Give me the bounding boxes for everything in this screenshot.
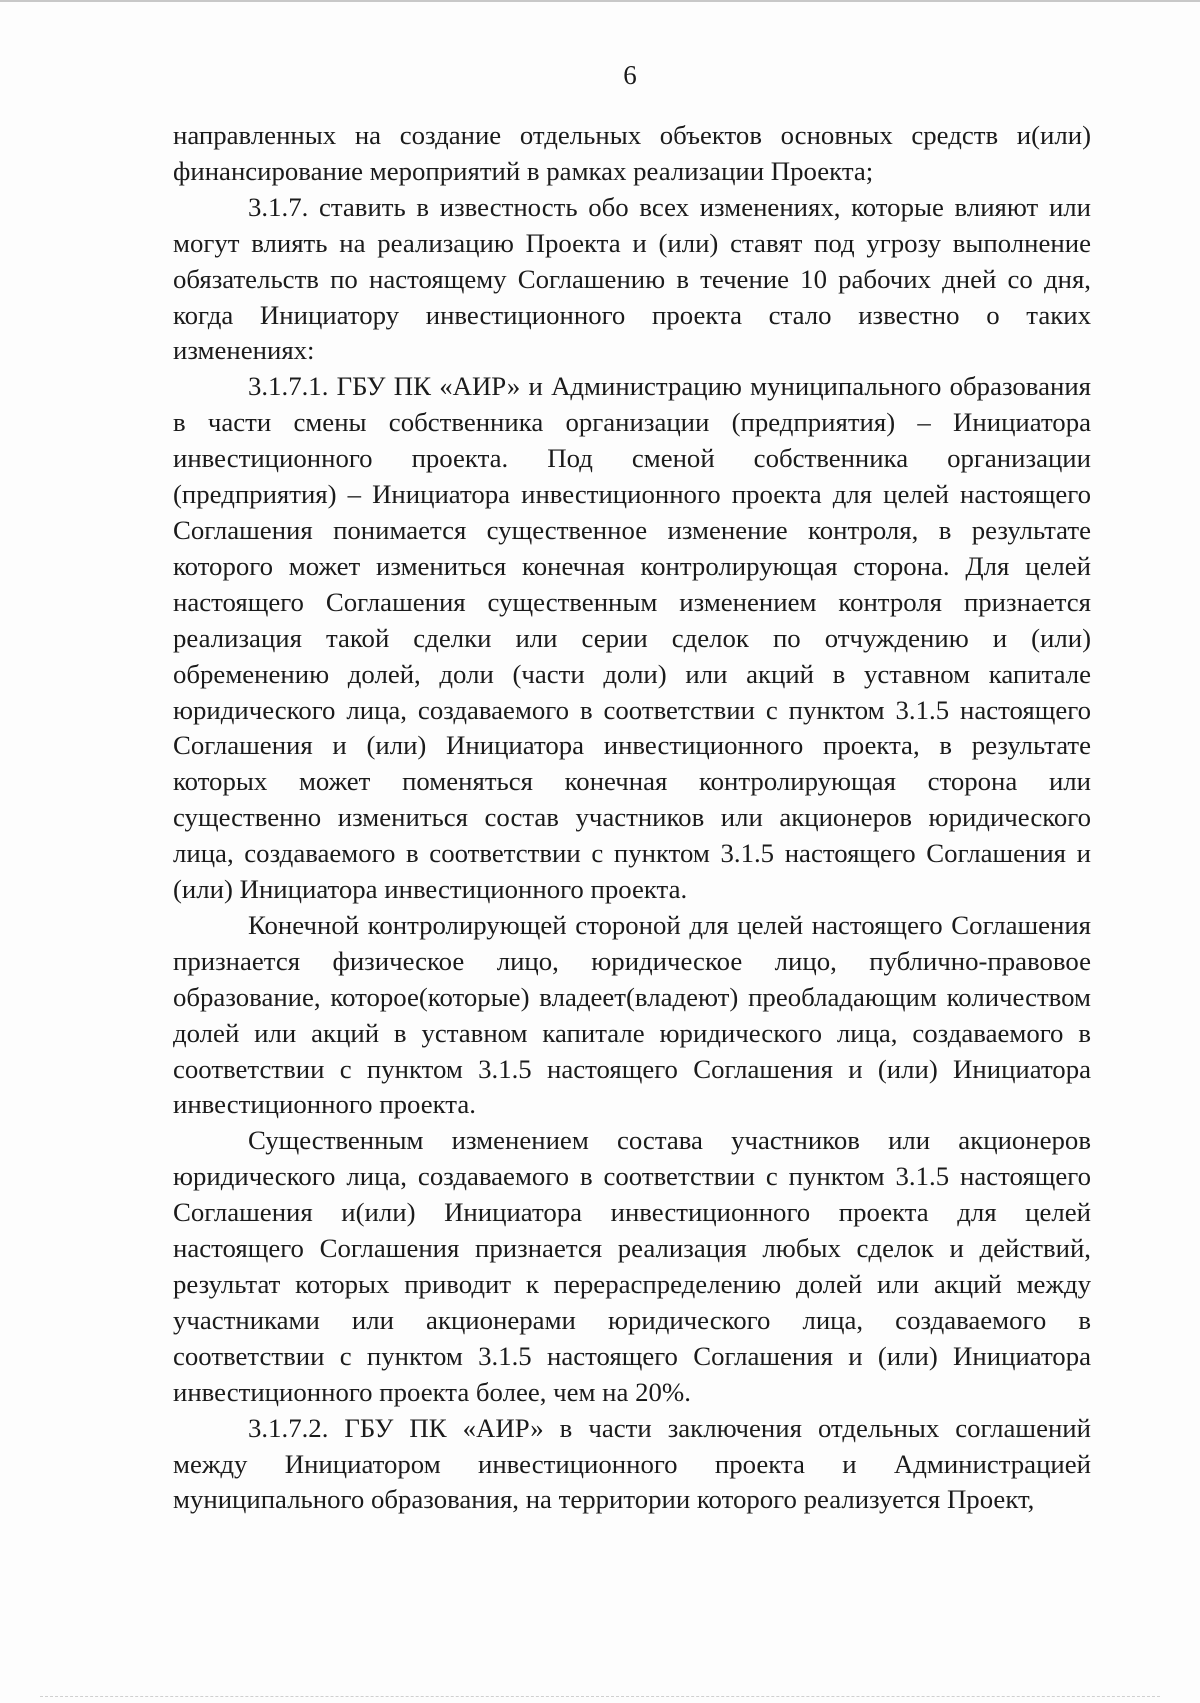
scan-edge-top xyxy=(0,0,1200,2)
page-number: 6 xyxy=(623,60,637,90)
paragraph-substantial-change: Существенным изменением состава участников или акционеров юридического лица, создаваемого в соответствии с пунктом 3.1.5 настоящего Соглашения и(или) Инициатора инвестиционного проекта для целей настоящего Соглашения признается реализация любых сделок и действий, результат которых приводит к перераспределению долей или акций между участниками или акционерами юридического лица, создаваемого в соответствии с пунктом 3.1.5 настоящего Соглашения и (или) Инициатора инвестиционного проекта более, чем на 20%. xyxy=(173,1125,1091,1407)
paragraph-continuation: направленных на создание отдельных объектов основных средств и(или) финансирование мероприятий в рамках реализации Проекта; xyxy=(173,120,1091,186)
document-body xyxy=(173,118,1091,1518)
paragraph-ultimate-controlling-party: Конечной контролирующей стороной для целей настоящего Соглашения признается физическое лицо, юридическое лицо, публично-правовое образование, которое(которые) владеет(владеют) преобладающим количеством долей или акций в уставном капитале юридического лица, создаваемого в соответствии с пунктом 3.1.5 настоящего Соглашения и (или) Инициатора инвестиционного проекта. xyxy=(173,909,1091,1120)
scan-edge-bottom xyxy=(40,1695,1160,1697)
paragraph-clause-3-1-7: 3.1.7. ставить в известность обо всех изменениях, которые влияют или могут влиять на реализацию Проекта и (или) ставят под угрозу выполнение обязательств по настоящему Соглашению в течение 10 рабочих дней со дня, когда Инициатору инвестиционного проекта стало известно о таких изменениях: xyxy=(173,191,1091,366)
paragraph-clause-3-1-7-2: 3.1.7.2. ГБУ ПК «АИР» в части заключения отдельных соглашений между Инициатором инвестиционного проекта и Администрацией муниципального образования, на территории которого реализуется Проект, xyxy=(173,1412,1091,1515)
paragraph-clause-3-1-7-1: 3.1.7.1. ГБУ ПК «АИР» и Администрацию муниципального образования в части смены собственника организации (предприятия) – Инициатора инвестиционного проекта. Под сменой собственника организации (предприятия) – Инициатора инвестиционного проекта для целей настоящего Соглашения понимается существенное изменение контроля, в результате которого может измениться конечная контролирующая сторона. Для целей настоящего Соглашения существенным изменением контроля признается реализация такой сделки или серии сделок по отчуждению и (или) обременению долей, доли (части доли) или акций в уставном капитале юридического лица, создаваемого в соответствии с пунктом 3.1.5 настоящего Соглашения и (или) Инициатора инвестиционного проекта, в результате которых может поменяться конечная контролирующая сторона или существенно измениться состав участников или акционеров юридического лица, создаваемого в соответствии с пунктом 3.1.5 настоящего Соглашения и (или) Инициатора инвестиционного проекта. xyxy=(173,371,1091,905)
